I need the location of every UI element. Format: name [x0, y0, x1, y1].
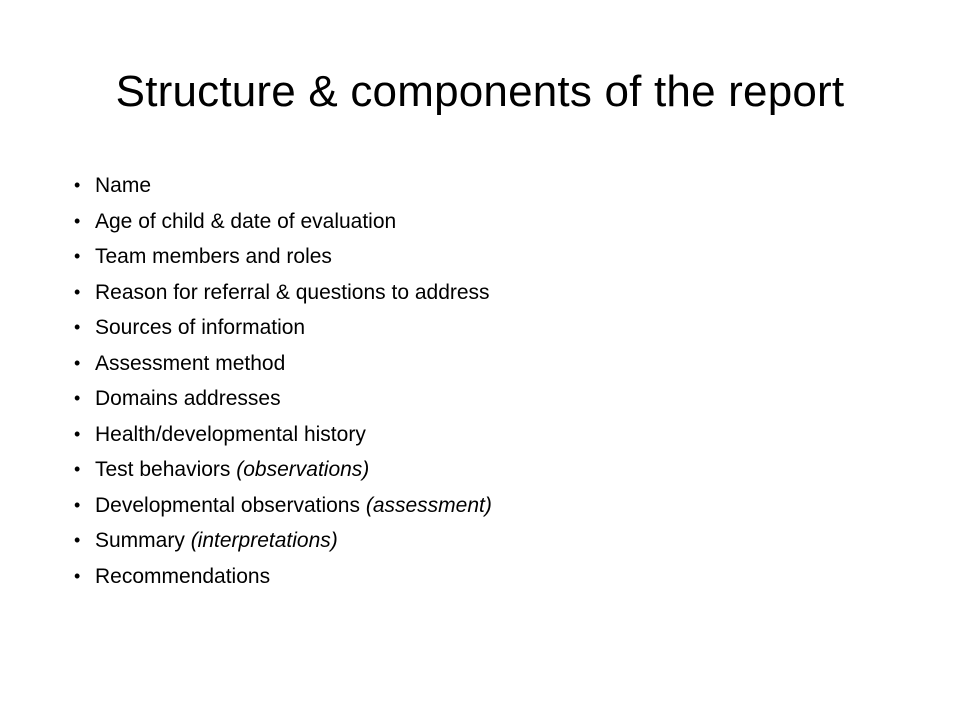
list-item — [74, 488, 894, 524]
bullet-icon: • — [74, 317, 81, 337]
bullet-icon: • — [74, 175, 81, 195]
list-item-note: (assessment) — [365, 493, 492, 517]
list-item — [74, 346, 894, 382]
list-item-text: Reason for referral & questions to address — [95, 280, 490, 304]
list-item — [74, 275, 894, 311]
list-item-text: Name — [95, 174, 152, 197]
list-item — [74, 523, 894, 559]
list-item-text: Assessment method — [95, 351, 286, 375]
bullet-icon: • — [74, 530, 81, 550]
list-item — [74, 204, 894, 240]
bullet-icon: • — [74, 494, 81, 515]
bullet-icon: • — [74, 210, 81, 231]
list-item-text: Domains addresses — [95, 387, 281, 410]
bullet-icon: • — [74, 352, 81, 373]
list-item-text: Team members and roles — [95, 245, 332, 268]
slide-title: Structure & components of the report — [115, 67, 845, 116]
list-item — [74, 381, 894, 417]
bullet-icon: • — [74, 423, 81, 444]
list-item-text: Health/developmental history — [95, 422, 366, 446]
bullet-icon: • — [74, 565, 81, 586]
list-item-text: Age of child & date of evaluation — [95, 209, 397, 233]
list-item-text: Summary — [95, 529, 191, 552]
list-item-text: Test behaviors — [95, 458, 237, 481]
list-item — [74, 168, 894, 204]
bullet-icon: • — [74, 459, 81, 479]
list-item-text: Recommendations — [95, 564, 271, 588]
list-item — [74, 559, 894, 595]
list-item — [74, 239, 894, 275]
bullet-icon: • — [74, 246, 81, 266]
list-item-text: Sources of information — [95, 316, 306, 339]
list-item — [74, 310, 894, 346]
bullet-icon: • — [74, 281, 81, 302]
bullet-list — [74, 168, 894, 594]
list-item — [74, 452, 894, 488]
bullet-icon: • — [74, 388, 81, 408]
list-item-note: (observations) — [236, 458, 370, 481]
list-item — [74, 417, 894, 453]
list-item-note: (interpretations) — [190, 529, 338, 552]
list-item-text: Developmental observations — [95, 493, 366, 517]
